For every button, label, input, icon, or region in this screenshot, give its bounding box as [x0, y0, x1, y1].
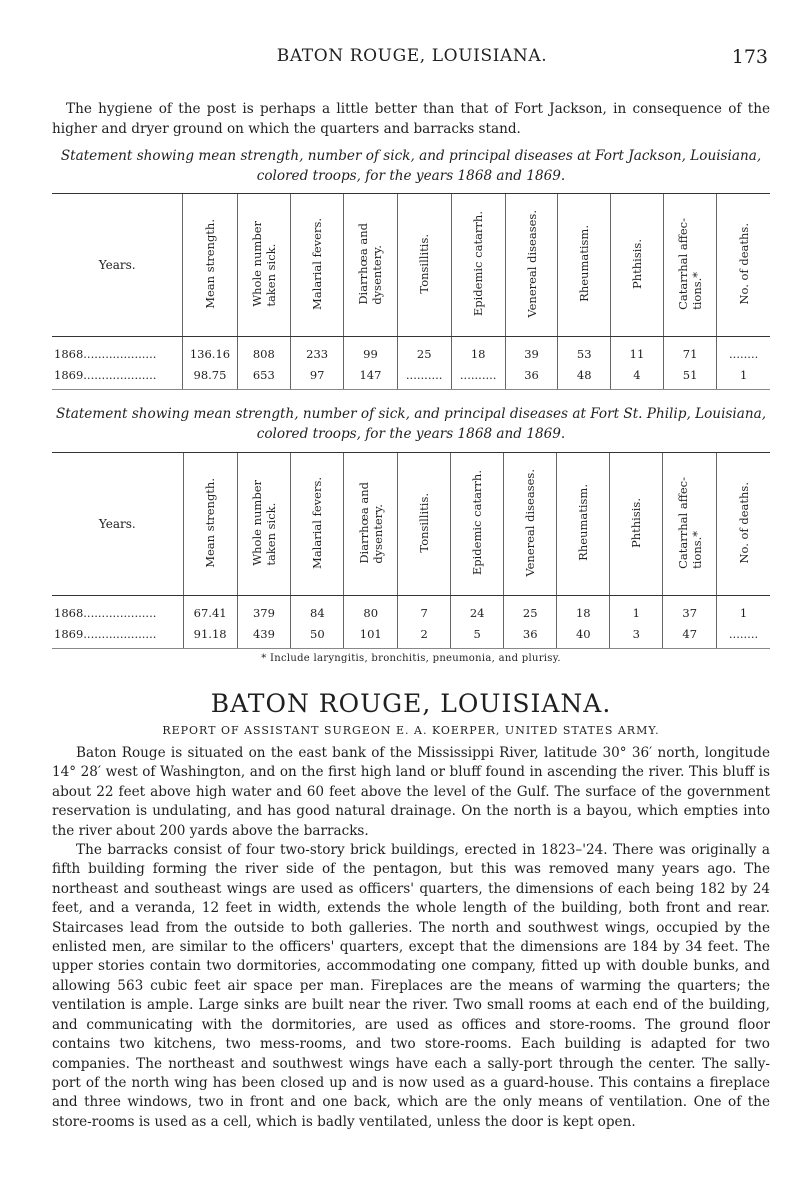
col-tonsillitis-label: Tonsillitis.: [417, 233, 432, 294]
col-catarrhal-label: Catarrhal affec- tions.*: [675, 476, 704, 569]
cell-catarrhal: 71: [663, 337, 716, 365]
body-paragraph: Baton Rouge is situated on the east bank of the Mississippi River, latitude 30° 36′ north, longitude 14° 28′ west of Washington, and on the first high land or bluff found in ascending the river. This bluff is about 22 feet above high water and 60 feet above the level of the Gulf. The surface of the government reservation is undulating, and has good natural drainage. On the north is a bayou, which empties into the river about 200 yards above the barracks.: [52, 745, 770, 839]
col-years: Years.: [52, 453, 183, 596]
col-rheumatism-label: Rheumatism.: [576, 484, 591, 561]
fort-jackson-table: [52, 193, 770, 390]
cell-deaths: 1: [717, 364, 770, 390]
cell-tonsillitis: 2: [398, 623, 451, 649]
cell-deaths: ........: [717, 623, 770, 649]
table-row: [52, 364, 770, 390]
col-malarial-label: Malarial fevers.: [310, 217, 325, 310]
cell-tonsillitis: 25: [397, 337, 451, 365]
cell-diarrhoea: 147: [344, 364, 397, 390]
col-venereal-label: Venereal diseases.: [523, 468, 538, 577]
cell-rheumatism: 53: [558, 337, 611, 365]
cell-catarrhal: 51: [663, 364, 716, 390]
col-years: Years.: [52, 194, 183, 337]
row-year: 1869....................: [52, 364, 183, 390]
report-byline: REPORT OF ASSISTANT SURGEON E. A. KOERPER, UNITED STATES ARMY.: [162, 724, 660, 737]
col-rheumatism-label: Rheumatism.: [577, 225, 592, 302]
table2-header-row: [52, 453, 770, 596]
cell-epidemic-catarrh: 5: [451, 623, 504, 649]
cell-catarrhal: 47: [663, 623, 717, 649]
intro-paragraph: The hygiene of the post is perhaps a little better than that of Fort Jackson, in consequence of the higher and dryer ground on which the quarters and barracks stand.: [52, 101, 770, 137]
cell-venereal: 25: [504, 596, 557, 624]
col-catarrhal-label: Catarrhal affec- tions.*: [676, 217, 705, 310]
col-venereal: [504, 453, 557, 596]
section-title: BATON ROUGE, LOUISIANA.: [210, 689, 612, 718]
cell-mean-strength: 67.41: [183, 596, 237, 624]
cell-tonsillitis: ..........: [397, 364, 451, 390]
col-whole-sick: [237, 194, 290, 337]
cell-diarrhoea: 99: [344, 337, 397, 365]
table1-caption: Statement showing mean strength, number of sick, and principal diseases at Fort Jackson, Louisiana, colored troops, for the years 1868 and 1869.: [60, 148, 762, 184]
table2-caption: Statement showing mean strength, number of sick, and principal diseases at Fort St. Philip, Louisiana, colored troops, for the years 1868 and 1869.: [55, 406, 767, 442]
col-venereal-label: Venereal diseases.: [524, 209, 539, 318]
table-footnote: * Include laryngitis, bronchitis, pneumonia, and plurisy.: [261, 653, 561, 664]
col-rheumatism: [557, 453, 610, 596]
cell-whole-sick: 808: [237, 337, 290, 365]
page-number: 173: [731, 46, 768, 68]
col-phthisis: [610, 453, 663, 596]
col-tonsillitis-label: Tonsillitis.: [417, 492, 432, 553]
cell-phthisis: 1: [610, 596, 663, 624]
col-mean-strength: [183, 453, 237, 596]
col-phthisis-label: Phthisis.: [629, 497, 644, 548]
cell-whole-sick: 653: [237, 364, 290, 390]
section-body: [52, 744, 770, 1132]
col-rheumatism: [558, 194, 611, 337]
col-diarrhoea-label: Diarrhœa and dysentery.: [356, 481, 385, 564]
col-catarrhal: [663, 194, 716, 337]
cell-venereal: 39: [505, 337, 558, 365]
row-year: 1868....................: [54, 346, 157, 361]
cell-epidemic-catarrh: 18: [451, 337, 505, 365]
cell-phthisis: 4: [611, 364, 664, 390]
col-phthisis-label: Phthisis.: [629, 238, 644, 289]
col-malarial-label: Malarial fevers.: [310, 476, 325, 569]
cell-epidemic-catarrh: ..........: [451, 364, 505, 390]
table-row: [52, 623, 770, 649]
cell-deaths: 1: [717, 596, 770, 624]
col-whole-sick-label: Whole number taken sick.: [249, 220, 278, 307]
cell-venereal: 36: [504, 623, 557, 649]
cell-deaths: ........: [717, 337, 770, 365]
col-epidemic-catarrh: [451, 453, 504, 596]
col-venereal: [505, 194, 558, 337]
cell-phthisis: 11: [611, 337, 664, 365]
cell-phthisis: 3: [610, 623, 663, 649]
col-phthisis: [611, 194, 664, 337]
cell-whole-sick: 439: [237, 623, 291, 649]
col-mean-strength: [183, 194, 237, 337]
cell-rheumatism: 40: [557, 623, 610, 649]
cell-malarial: 84: [291, 596, 344, 624]
col-epidemic-catarrh-label: Epidemic catarrh.: [470, 469, 485, 576]
col-mean-strength-label: Mean strength.: [202, 218, 217, 309]
col-mean-strength-label: Mean strength.: [203, 477, 218, 568]
col-epidemic-catarrh: [451, 194, 505, 337]
col-epidemic-catarrh-label: Epidemic catarrh.: [471, 210, 486, 317]
col-deaths-label: No. of deaths.: [736, 222, 751, 305]
cell-malarial: 97: [291, 364, 344, 390]
col-diarrhoea: [344, 453, 398, 596]
cell-catarrhal: 37: [663, 596, 717, 624]
table-row: [52, 337, 770, 365]
table1-header-row: [52, 194, 770, 337]
col-malarial: [291, 453, 344, 596]
cell-rheumatism: 18: [557, 596, 610, 624]
table-row: [52, 596, 770, 624]
col-tonsillitis: [398, 453, 451, 596]
row-year: 1869....................: [52, 623, 183, 649]
col-whole-sick-label: Whole number taken sick.: [249, 479, 278, 566]
cell-whole-sick: 379: [237, 596, 291, 624]
cell-mean-strength: 136.16: [183, 337, 237, 365]
col-tonsillitis: [397, 194, 451, 337]
cell-epidemic-catarrh: 24: [451, 596, 504, 624]
page-header: [56, 46, 768, 70]
col-diarrhoea-label: Diarrhœa and dysentery.: [356, 222, 385, 305]
cell-diarrhoea: 101: [344, 623, 398, 649]
cell-tonsillitis: 7: [398, 596, 451, 624]
col-deaths-label: No. of deaths.: [736, 481, 751, 564]
cell-malarial: 50: [291, 623, 344, 649]
body-paragraph: The barracks consist of four two-story brick buildings, erected in 1823–'24. There was originally a fifth building forming the river side of the pentagon, but this was removed many years ago. The northeast and southeast wings are used as officers' quarters, the dimensions of each being 182 by 24 feet, and a veranda, 12 feet in width, extends the whole length of the building, both front and rear. Staircases lead from the outside to both galleries. The north and southwest wings, occupied by the enlisted men, are similar to the officers' quarters, except that the dimensions are 184 by 34 feet. The upper stories contain two dormitories, accommodating one company, fitted up with double bunks, and allowing 563 cubic feet air space per man. Fireplaces are the means of warming the quarters; the ventilation is ample. Large sinks are built near the river. Two small rooms at each end of the building, and communicating with the dormitories, are used as offices and store-rooms. The ground floor contains two kitchens, two mess-rooms, and two store-rooms. Each building is adapted for two companies. The northeast and southwest wings have each a sally-port through the center. The sally-port of the north wing has been closed up and is now used as a guard-house. This contains a fireplace and three windows, two in front and one back, which are the only means of ventilation. One of the store-rooms is used as a cell, which is badly ventilated, unless the door is kept open.: [52, 842, 770, 1130]
col-whole-sick: [237, 453, 291, 596]
fort-st-philip-table: [52, 452, 770, 649]
col-catarrhal: [663, 453, 717, 596]
col-diarrhoea: [344, 194, 397, 337]
col-deaths: [717, 453, 770, 596]
cell-malarial: 233: [291, 337, 344, 365]
cell-diarrhoea: 80: [344, 596, 398, 624]
cell-mean-strength: 91.18: [183, 623, 237, 649]
cell-mean-strength: 98.75: [183, 364, 237, 390]
cell-venereal: 36: [505, 364, 558, 390]
cell-rheumatism: 48: [558, 364, 611, 390]
col-deaths: [717, 194, 770, 337]
running-title: BATON ROUGE, LOUISIANA.: [276, 46, 548, 66]
row-year: 1868....................: [54, 605, 157, 620]
col-malarial: [291, 194, 344, 337]
